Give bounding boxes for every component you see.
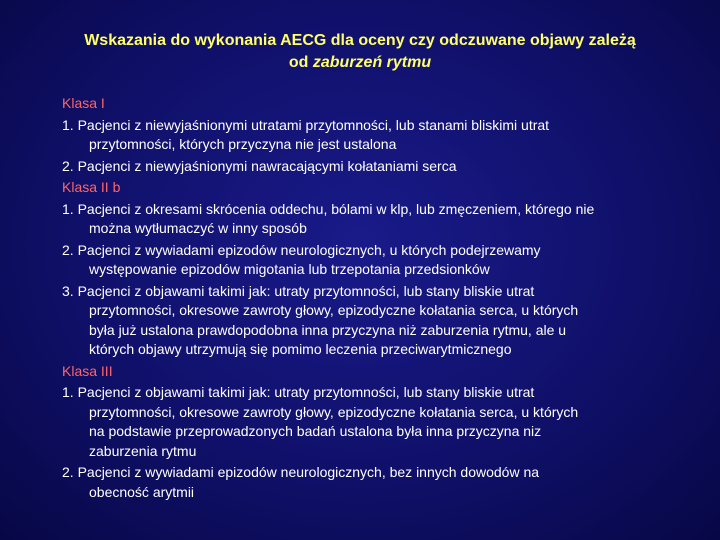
list-item-line: przytomności, których przyczyna nie jest ustalona bbox=[89, 136, 397, 152]
slide-content bbox=[62, 94, 682, 504]
title-line-2-prefix: od bbox=[288, 54, 313, 71]
class-heading: Klasa III bbox=[62, 362, 113, 379]
list-item bbox=[62, 282, 682, 360]
list-item bbox=[62, 383, 682, 461]
list-item-line: których objawy utrzymują się pomimo leczenia przeciwarytmicznego bbox=[89, 341, 512, 357]
class-heading: Klasa I bbox=[62, 95, 105, 111]
list-item bbox=[62, 200, 682, 239]
list-item-line: zaburzenia rytmu bbox=[89, 442, 197, 459]
list-item-line: 1. Pacjenci z niewyjaśnionymi utratami przytomności, lub stanami bliskimi utrat bbox=[62, 116, 550, 133]
list-item-line: 2. Pacjenci z wywiadami epizodów neurologicznych, u których podejrzewamy bbox=[62, 241, 541, 258]
list-item-line: 2. Pacjenci z niewyjaśnionymi nawracającymi kołataniami serca bbox=[62, 157, 457, 174]
list-item-line: 1. Pacjenci z objawami takimi jak: utraty przytomności, lub stany bliskie utrat bbox=[62, 384, 535, 400]
list-item-line: 1. Pacjenci z okresami skrócenia oddechu, bólami w klp, lub zmęczeniem, którego nie bbox=[62, 200, 595, 217]
class-heading: Klasa II b bbox=[62, 179, 121, 195]
list-item-line: 2. Pacjenci z wywiadami epizodów neurologicznych, bez innych dowodów na bbox=[62, 464, 540, 480]
list-item-line: była już ustalona prawdopodobna inna przyczyna niż zaburzenia rytmu, ale u bbox=[89, 321, 567, 338]
list-item bbox=[62, 157, 682, 177]
list-item-line: 3. Pacjenci z objawami takimi jak: utraty przytomności, lub stany bliskie utrat bbox=[62, 282, 535, 299]
list-item-line: przytomności, okresowe zawroty głowy, epizodyczne kołatania serca, u których bbox=[89, 403, 579, 420]
list-item-line: przytomności, okresowe zawroty głowy, epizodyczne kołatania serca, u których bbox=[89, 302, 579, 318]
list-item bbox=[62, 463, 682, 502]
list-item-line: można wytłumaczyć w inny sposób bbox=[89, 220, 307, 236]
title-line-2-italic: zaburzeń rytmu bbox=[312, 54, 432, 71]
slide-title bbox=[40, 30, 680, 74]
title-line-1: Wskazania do wykonania AECG dla oceny czy odczuwane objawy zależą bbox=[84, 32, 636, 49]
list-item bbox=[62, 116, 682, 155]
list-item-line: występowanie epizodów migotania lub trzepotania przedsionków bbox=[89, 261, 490, 277]
title-line-2 bbox=[40, 52, 680, 74]
list-item-line: obecność arytmii bbox=[89, 483, 195, 500]
list-item-line: na podstawie przeprowadzonych badań ustalona była inna przyczyna niz bbox=[89, 423, 542, 439]
list-item bbox=[62, 241, 682, 280]
